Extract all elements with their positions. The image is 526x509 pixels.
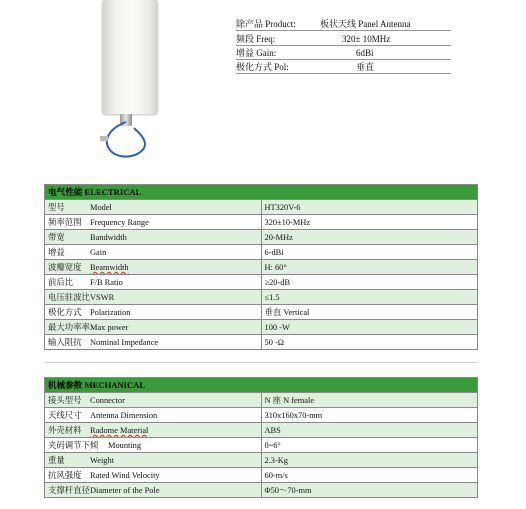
row-label-cn: 支撑杆直径 <box>48 486 90 495</box>
table-row <box>45 453 478 468</box>
row-value: ≥20-dB <box>261 275 478 290</box>
row-value: 2.3-Kg <box>261 453 478 468</box>
row-value: 60-m/s <box>261 468 478 483</box>
row-label-en: Model <box>90 203 112 212</box>
row-label-en: Rated Wind Velocity <box>90 471 160 480</box>
divider <box>236 45 451 46</box>
row-value: HT320V-6 <box>261 200 478 215</box>
row-label-cn: 电压驻波比 <box>48 293 90 302</box>
row-value: 320±10-MHz <box>261 215 478 230</box>
row-label-en: Connector <box>90 396 125 405</box>
table-row <box>45 245 478 260</box>
row-value: 垂直 Vertical <box>261 305 478 320</box>
mechanical-header <box>45 378 478 393</box>
row-value: 6-dBi <box>261 245 478 260</box>
divider <box>44 362 478 363</box>
spec-pol-label: 极化方式 Pol: <box>236 62 289 72</box>
electrical-title: 电气性能 ELECTRICAL <box>45 185 478 200</box>
row-label-en: Polarization <box>90 308 131 317</box>
table-row <box>45 230 478 245</box>
spec-freq-value: 320± 10MHz <box>342 34 391 44</box>
row-label-cn: 频率范围 <box>48 218 82 227</box>
row-label-cn: 天线尺寸 <box>48 411 82 420</box>
row-label-en: Nominal Impedance <box>90 338 159 347</box>
row-label-cn: 重量 <box>48 456 65 465</box>
table-row <box>45 408 478 423</box>
table-row <box>45 393 478 408</box>
row-label-en: VSWR <box>90 293 115 302</box>
row-label-cn: 型号 <box>48 203 65 212</box>
row-value: H: 60° <box>261 260 478 275</box>
row-label-en: Radome Material <box>90 426 149 435</box>
table-row <box>45 320 478 335</box>
table-row <box>45 423 478 438</box>
row-value: 0~6° <box>261 438 478 453</box>
table-row <box>45 305 478 320</box>
antenna-product-image <box>98 0 162 168</box>
spec-product-value: 板状天线 Panel Antenna <box>320 19 411 29</box>
divider <box>236 30 451 31</box>
table-row <box>45 260 478 275</box>
table-row <box>45 335 478 350</box>
row-label-en: Diameter of the Pole <box>90 486 160 495</box>
row-label-cn: 波瓣宽度 <box>48 263 82 272</box>
row-label-cn: 最大功率率 <box>48 323 90 332</box>
row-label-cn: 输入阻抗 <box>48 338 82 347</box>
row-label-cn: 接头型号 <box>48 396 82 405</box>
row-value: Φ50～70-mm <box>261 483 478 498</box>
table-row <box>45 215 478 230</box>
row-label-cn: 抗风强度 <box>48 471 82 480</box>
electrical-header <box>45 185 478 200</box>
divider <box>236 73 451 74</box>
row-value: 100 -W <box>261 320 478 335</box>
row-value: ≤1.5 <box>261 290 478 305</box>
row-label-en: Mounting <box>108 441 142 450</box>
row-value: 50 -Ω <box>261 335 478 350</box>
table-row <box>45 275 478 290</box>
table-row <box>45 468 478 483</box>
table-row <box>45 290 478 305</box>
row-label-en: Gain <box>90 248 107 257</box>
row-label-cn: 外壳材料 <box>48 426 82 435</box>
row-label-cn: 极化方式 <box>48 308 82 317</box>
row-value: 310x160x70-mm <box>261 408 478 423</box>
row-label-en: Frequency Range <box>90 218 149 227</box>
row-label-en: Antenna Dimension <box>90 411 158 420</box>
table-row <box>45 200 478 215</box>
spec-gain-label: 增益 Gain: <box>236 48 277 58</box>
electrical-table <box>44 184 478 350</box>
spec-pol-value: 垂直 <box>356 62 375 72</box>
antenna-radome <box>102 0 158 114</box>
row-value: 20-MHz <box>261 230 478 245</box>
row-label-cn: 前后比 <box>48 278 74 287</box>
antenna-cable <box>98 118 162 168</box>
row-label-en: Weight <box>90 456 114 465</box>
row-label-cn: 带宽 <box>48 233 65 242</box>
spec-freq <box>236 33 390 45</box>
spec-gain <box>236 47 374 59</box>
mechanical-table <box>44 377 478 498</box>
row-label-en: Beamwidth <box>90 263 129 272</box>
spec-product-label: 除产品 Product: <box>236 19 296 29</box>
table-row <box>45 438 478 453</box>
spec-freq-label: 频段 Freq: <box>236 34 276 44</box>
row-value: N 座 N female <box>261 393 478 408</box>
row-label-cn: 夹码调节下倾 <box>48 441 99 450</box>
spec-product <box>236 18 411 30</box>
row-label-en: Bandwidth <box>90 233 127 242</box>
row-label-en: F/B Ratio <box>90 278 123 287</box>
row-label-en: Max power <box>90 323 129 332</box>
spec-pol <box>236 61 374 73</box>
row-value: ABS <box>261 423 478 438</box>
row-label-cn: 增益 <box>48 248 65 257</box>
table-row <box>45 483 478 498</box>
divider <box>236 59 451 60</box>
mechanical-title: 机械参数 MECHANICAL <box>45 378 478 393</box>
spec-gain-value: 6dBi <box>356 48 374 58</box>
